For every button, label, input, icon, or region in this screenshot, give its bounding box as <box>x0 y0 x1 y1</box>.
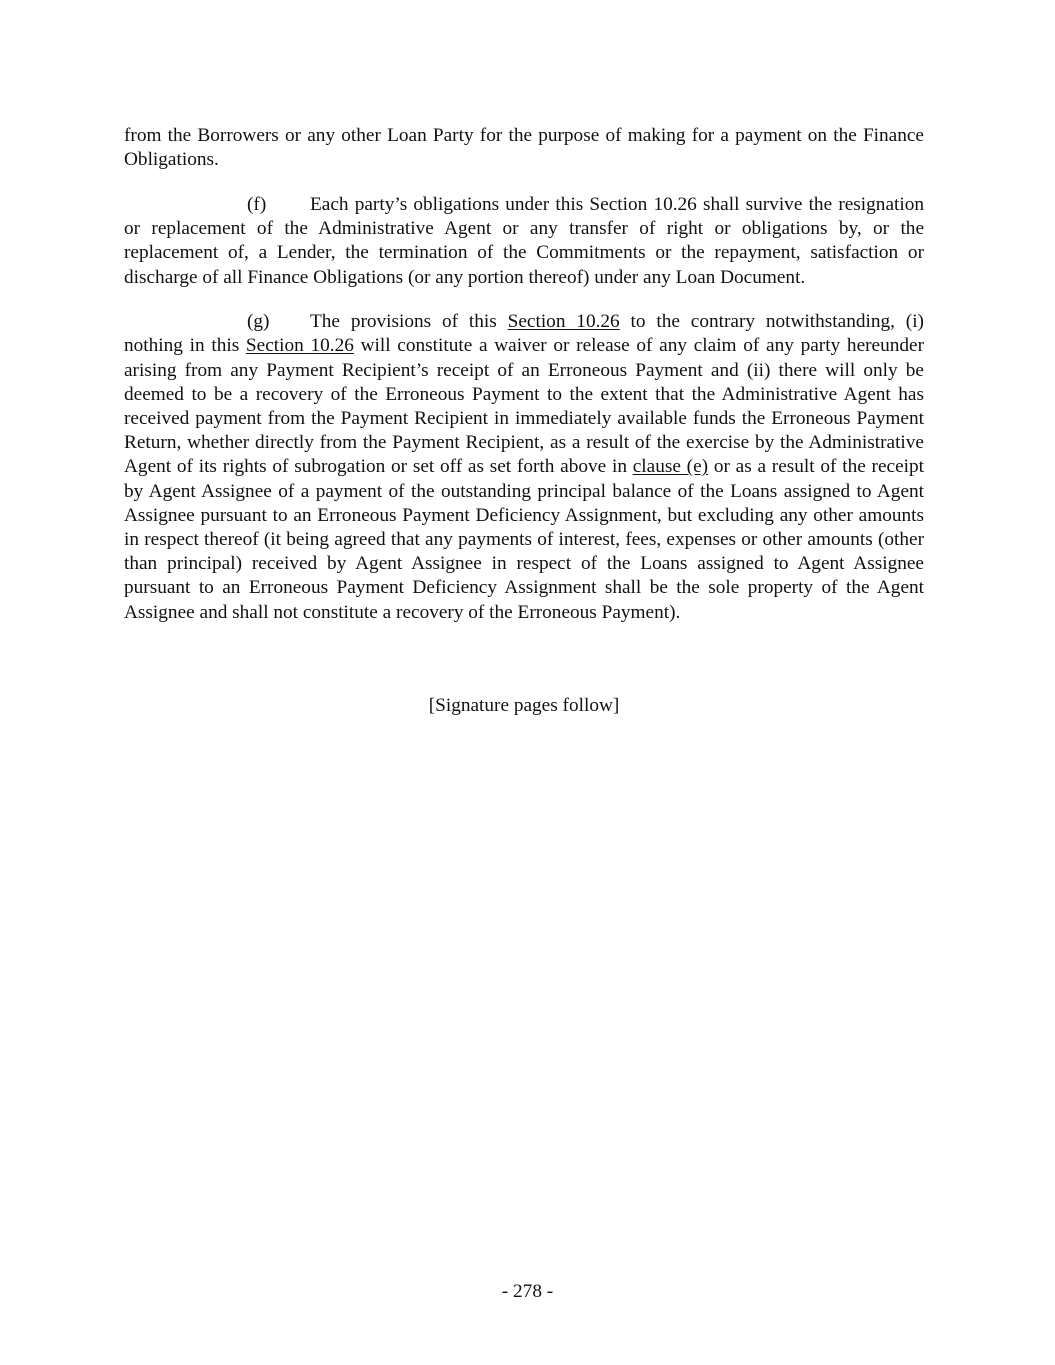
paragraph-g-label: (g) <box>247 311 270 333</box>
clause-reference-link: clause (e) <box>632 456 709 478</box>
paragraph-intro: from the Borrowers or any other Loan Party for the purpose of making for a payment on the Finance Obligations. <box>124 125 924 171</box>
section-reference-link: Section 10.26 <box>507 311 620 333</box>
paragraph-g-text-1: The provisions of this <box>310 311 508 333</box>
document-body <box>124 124 924 625</box>
paragraph-g-text-3: will constitute a waiver or release of any claim of any party hereunder arising from any Payment Recipient’s receipt of an Erroneous Payment and (ii) there will only be deemed to be a recovery of the Erroneous Payment to the extent that the Administrative Agent has received payment from the Payment Recipient in immediately available funds the Erroneous Payment Return, whether directly from the Payment Recipient, as a result of the exercise by the Administrative Agent of its rights of subrogation or set off as set forth above in <box>124 335 925 478</box>
section-reference-link: Section 10.26 <box>245 335 354 357</box>
paragraph-g-text-4: or as a result of the receipt by Agent Assignee of a payment of the outstanding principal balance of the Loans assigned to Agent Assignee pursuant to an Erroneous Payment Deficiency Assignment, but excluding any other amounts in respect thereof (it being agreed that any payments of interest, fees, expenses or other amounts (other than principal) received by Agent Assignee in respect of the Loans assigned to Agent Assignee pursuant to an Erroneous Payment Deficiency Assignment shall be the sole property of the Agent Assignee and shall not constitute a recovery of the Erroneous Payment). <box>124 456 924 623</box>
paragraph-g <box>124 310 924 625</box>
paragraph-f <box>124 193 924 290</box>
paragraph-f-text: Each party’s obligations under this Section 10.26 shall survive the resignation or replacement of the Administrative Agent or any transfer of right or obligations by, or the replacement of, a Lender, the termination of the Commitments or the repayment, satisfaction or discharge of all Finance Obligations (or any portion thereof) under any Loan Document. <box>124 193 924 288</box>
paragraph-f-label: (f) <box>247 193 267 215</box>
signature-note: [Signature pages follow] <box>428 695 620 716</box>
paragraph-g-text-2: to the contrary notwithstanding, (i) nothing in this <box>124 311 924 357</box>
page-number: - 278 - <box>501 1281 554 1302</box>
